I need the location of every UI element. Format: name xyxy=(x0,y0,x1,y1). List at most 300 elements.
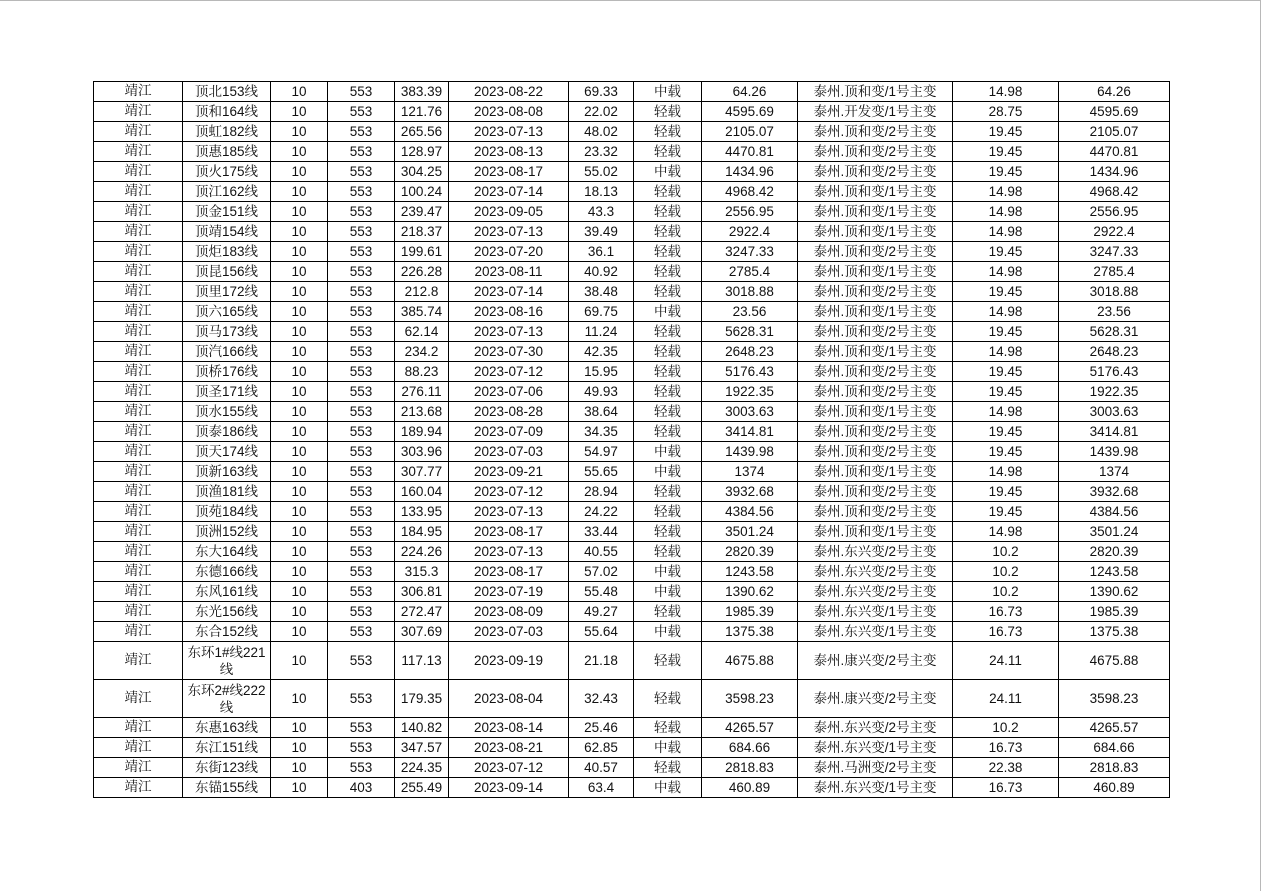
cell-county: 靖江 xyxy=(94,102,183,122)
cell-load-status: 轻载 xyxy=(634,602,702,622)
cell-county: 靖江 xyxy=(94,202,183,222)
cell-transformer-load: 10.2 xyxy=(953,542,1059,562)
cell-rated-current: 553 xyxy=(328,602,395,622)
cell-date: 2023-08-14 xyxy=(449,718,569,738)
cell-line: 东大164线 xyxy=(183,542,271,562)
cell-line: 顶金151线 xyxy=(183,202,271,222)
cell-load-rate: 15.95 xyxy=(569,362,634,382)
cell-substation: 泰州.顶和变/2号主变 xyxy=(798,362,953,382)
cell-margin: 23.56 xyxy=(702,302,798,322)
table-row xyxy=(94,442,1170,462)
table-row xyxy=(94,302,1170,322)
cell-transformer-load: 16.73 xyxy=(953,622,1059,642)
cell-load-rate: 22.02 xyxy=(569,102,634,122)
cell-line: 东惠163线 xyxy=(183,718,271,738)
cell-current: 315.3 xyxy=(395,562,449,582)
cell-rated-current: 553 xyxy=(328,242,395,262)
cell-margin: 684.66 xyxy=(702,738,798,758)
cell-substation: 泰州.开发变/1号主变 xyxy=(798,102,953,122)
cell-rated-current: 553 xyxy=(328,680,395,718)
cell-available-capacity: 3247.33 xyxy=(1059,242,1170,262)
table-row xyxy=(94,738,1170,758)
cell-margin: 2785.4 xyxy=(702,262,798,282)
cell-line: 东锚155线 xyxy=(183,778,271,798)
cell-load-status: 中载 xyxy=(634,162,702,182)
cell-available-capacity: 3501.24 xyxy=(1059,522,1170,542)
cell-date: 2023-09-14 xyxy=(449,778,569,798)
cell-current: 272.47 xyxy=(395,602,449,622)
cell-margin: 2105.07 xyxy=(702,122,798,142)
cell-line: 东环1#线221线 xyxy=(183,642,271,680)
cell-date: 2023-07-14 xyxy=(449,182,569,202)
cell-load-status: 轻载 xyxy=(634,262,702,282)
cell-available-capacity: 2922.4 xyxy=(1059,222,1170,242)
cell-county: 靖江 xyxy=(94,142,183,162)
cell-county: 靖江 xyxy=(94,242,183,262)
cell-load-status: 中载 xyxy=(634,622,702,642)
cell-available-capacity: 5176.43 xyxy=(1059,362,1170,382)
table-row xyxy=(94,142,1170,162)
cell-load-rate: 49.27 xyxy=(569,602,634,622)
cell-line: 东合152线 xyxy=(183,622,271,642)
cell-voltage: 10 xyxy=(271,242,328,262)
cell-transformer-load: 24.11 xyxy=(953,642,1059,680)
cell-substation: 泰州.顶和变/2号主变 xyxy=(798,502,953,522)
cell-date: 2023-07-13 xyxy=(449,542,569,562)
table-row xyxy=(94,718,1170,738)
table-row xyxy=(94,322,1170,342)
table-body xyxy=(94,82,1170,798)
cell-date: 2023-08-04 xyxy=(449,680,569,718)
cell-voltage: 10 xyxy=(271,542,328,562)
cell-available-capacity: 684.66 xyxy=(1059,738,1170,758)
table-row xyxy=(94,562,1170,582)
cell-county: 靖江 xyxy=(94,582,183,602)
cell-date: 2023-07-09 xyxy=(449,422,569,442)
cell-margin: 3414.81 xyxy=(702,422,798,442)
cell-date: 2023-07-12 xyxy=(449,482,569,502)
cell-rated-current: 553 xyxy=(328,738,395,758)
cell-rated-current: 553 xyxy=(328,282,395,302)
cell-line: 顶江162线 xyxy=(183,182,271,202)
table-row xyxy=(94,342,1170,362)
cell-substation: 泰州.顶和变/2号主变 xyxy=(798,442,953,462)
cell-substation: 泰州.康兴变/2号主变 xyxy=(798,680,953,718)
cell-rated-current: 553 xyxy=(328,562,395,582)
cell-transformer-load: 22.38 xyxy=(953,758,1059,778)
cell-margin: 1439.98 xyxy=(702,442,798,462)
cell-line: 顶北153线 xyxy=(183,82,271,102)
cell-transformer-load: 14.98 xyxy=(953,342,1059,362)
cell-load-rate: 40.55 xyxy=(569,542,634,562)
cell-current: 117.13 xyxy=(395,642,449,680)
cell-current: 226.28 xyxy=(395,262,449,282)
cell-voltage: 10 xyxy=(271,482,328,502)
cell-transformer-load: 19.45 xyxy=(953,442,1059,462)
cell-line: 东光156线 xyxy=(183,602,271,622)
cell-line: 顶马173线 xyxy=(183,322,271,342)
cell-available-capacity: 1374 xyxy=(1059,462,1170,482)
cell-margin: 3598.23 xyxy=(702,680,798,718)
cell-available-capacity: 4265.57 xyxy=(1059,718,1170,738)
cell-margin: 3018.88 xyxy=(702,282,798,302)
cell-current: 199.61 xyxy=(395,242,449,262)
cell-load-status: 中载 xyxy=(634,738,702,758)
cell-line: 顶炬183线 xyxy=(183,242,271,262)
cell-current: 140.82 xyxy=(395,718,449,738)
cell-line: 顶靖154线 xyxy=(183,222,271,242)
cell-rated-current: 553 xyxy=(328,442,395,462)
cell-current: 100.24 xyxy=(395,182,449,202)
cell-voltage: 10 xyxy=(271,778,328,798)
cell-transformer-load: 19.45 xyxy=(953,122,1059,142)
cell-transformer-load: 14.98 xyxy=(953,262,1059,282)
cell-voltage: 10 xyxy=(271,582,328,602)
cell-current: 303.96 xyxy=(395,442,449,462)
cell-rated-current: 553 xyxy=(328,422,395,442)
cell-county: 靖江 xyxy=(94,282,183,302)
cell-line: 顶虹182线 xyxy=(183,122,271,142)
cell-line: 东风161线 xyxy=(183,582,271,602)
cell-load-rate: 55.02 xyxy=(569,162,634,182)
cell-margin: 1374 xyxy=(702,462,798,482)
cell-rated-current: 553 xyxy=(328,482,395,502)
cell-available-capacity: 5628.31 xyxy=(1059,322,1170,342)
cell-substation: 泰州.顶和变/1号主变 xyxy=(798,522,953,542)
table-row xyxy=(94,242,1170,262)
cell-current: 276.11 xyxy=(395,382,449,402)
cell-available-capacity: 460.89 xyxy=(1059,778,1170,798)
cell-date: 2023-07-13 xyxy=(449,222,569,242)
cell-county: 靖江 xyxy=(94,680,183,718)
cell-substation: 泰州.顶和变/1号主变 xyxy=(798,402,953,422)
cell-voltage: 10 xyxy=(271,302,328,322)
cell-available-capacity: 2820.39 xyxy=(1059,542,1170,562)
cell-load-rate: 55.64 xyxy=(569,622,634,642)
cell-date: 2023-07-13 xyxy=(449,502,569,522)
table-row xyxy=(94,282,1170,302)
cell-rated-current: 553 xyxy=(328,222,395,242)
cell-available-capacity: 3003.63 xyxy=(1059,402,1170,422)
cell-current: 218.37 xyxy=(395,222,449,242)
cell-load-status: 中载 xyxy=(634,562,702,582)
cell-margin: 3247.33 xyxy=(702,242,798,262)
cell-voltage: 10 xyxy=(271,718,328,738)
cell-substation: 泰州.东兴变/2号主变 xyxy=(798,718,953,738)
cell-transformer-load: 19.45 xyxy=(953,362,1059,382)
cell-current: 307.69 xyxy=(395,622,449,642)
cell-load-status: 轻载 xyxy=(634,522,702,542)
cell-county: 靖江 xyxy=(94,222,183,242)
cell-county: 靖江 xyxy=(94,162,183,182)
cell-load-status: 轻载 xyxy=(634,642,702,680)
cell-current: 189.94 xyxy=(395,422,449,442)
cell-county: 靖江 xyxy=(94,402,183,422)
cell-transformer-load: 19.45 xyxy=(953,242,1059,262)
cell-date: 2023-07-03 xyxy=(449,622,569,642)
cell-substation: 泰州.顶和变/1号主变 xyxy=(798,82,953,102)
table-row xyxy=(94,482,1170,502)
cell-current: 255.49 xyxy=(395,778,449,798)
cell-rated-current: 553 xyxy=(328,362,395,382)
cell-county: 靖江 xyxy=(94,642,183,680)
cell-load-status: 轻载 xyxy=(634,718,702,738)
cell-substation: 泰州.顶和变/2号主变 xyxy=(798,162,953,182)
cell-load-rate: 54.97 xyxy=(569,442,634,462)
cell-current: 347.57 xyxy=(395,738,449,758)
cell-load-rate: 38.64 xyxy=(569,402,634,422)
cell-date: 2023-09-19 xyxy=(449,642,569,680)
cell-load-status: 轻载 xyxy=(634,322,702,342)
cell-line: 顶渔181线 xyxy=(183,482,271,502)
cell-transformer-load: 10.2 xyxy=(953,562,1059,582)
cell-county: 靖江 xyxy=(94,302,183,322)
cell-rated-current: 553 xyxy=(328,402,395,422)
table-row xyxy=(94,202,1170,222)
cell-county: 靖江 xyxy=(94,718,183,738)
cell-date: 2023-07-14 xyxy=(449,282,569,302)
cell-load-rate: 24.22 xyxy=(569,502,634,522)
cell-transformer-load: 14.98 xyxy=(953,82,1059,102)
cell-margin: 2922.4 xyxy=(702,222,798,242)
cell-rated-current: 553 xyxy=(328,622,395,642)
cell-rated-current: 553 xyxy=(328,642,395,680)
cell-substation: 泰州.东兴变/2号主变 xyxy=(798,562,953,582)
cell-load-status: 轻载 xyxy=(634,202,702,222)
cell-transformer-load: 19.45 xyxy=(953,382,1059,402)
cell-substation: 泰州.顶和变/2号主变 xyxy=(798,242,953,262)
cell-load-status: 轻载 xyxy=(634,222,702,242)
table-row xyxy=(94,522,1170,542)
cell-line: 顶里172线 xyxy=(183,282,271,302)
cell-current: 184.95 xyxy=(395,522,449,542)
cell-line: 东江151线 xyxy=(183,738,271,758)
cell-county: 靖江 xyxy=(94,342,183,362)
cell-transformer-load: 19.45 xyxy=(953,482,1059,502)
cell-county: 靖江 xyxy=(94,502,183,522)
cell-voltage: 10 xyxy=(271,222,328,242)
cell-date: 2023-08-22 xyxy=(449,82,569,102)
cell-current: 224.26 xyxy=(395,542,449,562)
cell-current: 160.04 xyxy=(395,482,449,502)
cell-rated-current: 553 xyxy=(328,522,395,542)
cell-rated-current: 553 xyxy=(328,202,395,222)
cell-date: 2023-08-21 xyxy=(449,738,569,758)
cell-date: 2023-09-05 xyxy=(449,202,569,222)
cell-date: 2023-08-17 xyxy=(449,522,569,542)
cell-date: 2023-08-13 xyxy=(449,142,569,162)
cell-county: 靖江 xyxy=(94,758,183,778)
cell-load-status: 中载 xyxy=(634,462,702,482)
cell-available-capacity: 3414.81 xyxy=(1059,422,1170,442)
cell-voltage: 10 xyxy=(271,182,328,202)
cell-date: 2023-08-16 xyxy=(449,302,569,322)
cell-line: 东环2#线222线 xyxy=(183,680,271,718)
table-row xyxy=(94,778,1170,798)
cell-margin: 1243.58 xyxy=(702,562,798,582)
cell-current: 179.35 xyxy=(395,680,449,718)
table-row xyxy=(94,602,1170,622)
cell-current: 224.35 xyxy=(395,758,449,778)
cell-transformer-load: 19.45 xyxy=(953,502,1059,522)
cell-line: 顶洲152线 xyxy=(183,522,271,542)
cell-voltage: 10 xyxy=(271,82,328,102)
cell-line: 顶六165线 xyxy=(183,302,271,322)
cell-substation: 泰州.东兴变/2号主变 xyxy=(798,542,953,562)
cell-available-capacity: 4675.88 xyxy=(1059,642,1170,680)
cell-substation: 泰州.康兴变/2号主变 xyxy=(798,642,953,680)
cell-margin: 5628.31 xyxy=(702,322,798,342)
cell-county: 靖江 xyxy=(94,262,183,282)
cell-line: 顶汽166线 xyxy=(183,342,271,362)
cell-available-capacity: 1390.62 xyxy=(1059,582,1170,602)
cell-substation: 泰州.顶和变/2号主变 xyxy=(798,422,953,442)
cell-date: 2023-08-11 xyxy=(449,262,569,282)
cell-substation: 泰州.顶和变/2号主变 xyxy=(798,482,953,502)
cell-load-status: 中载 xyxy=(634,82,702,102)
cell-available-capacity: 3932.68 xyxy=(1059,482,1170,502)
table-row xyxy=(94,622,1170,642)
cell-load-rate: 40.92 xyxy=(569,262,634,282)
cell-current: 88.23 xyxy=(395,362,449,382)
cell-load-rate: 28.94 xyxy=(569,482,634,502)
cell-rated-current: 553 xyxy=(328,542,395,562)
cell-line: 顶和164线 xyxy=(183,102,271,122)
cell-load-status: 轻载 xyxy=(634,680,702,718)
cell-substation: 泰州.东兴变/1号主变 xyxy=(798,622,953,642)
cell-date: 2023-08-08 xyxy=(449,102,569,122)
cell-line: 顶圣171线 xyxy=(183,382,271,402)
cell-county: 靖江 xyxy=(94,182,183,202)
cell-load-status: 轻载 xyxy=(634,542,702,562)
cell-load-rate: 69.75 xyxy=(569,302,634,322)
cell-substation: 泰州.顶和变/2号主变 xyxy=(798,322,953,342)
cell-current: 212.8 xyxy=(395,282,449,302)
cell-load-rate: 69.33 xyxy=(569,82,634,102)
cell-rated-current: 553 xyxy=(328,582,395,602)
cell-substation: 泰州.东兴变/1号主变 xyxy=(798,738,953,758)
cell-rated-current: 553 xyxy=(328,142,395,162)
cell-available-capacity: 4968.42 xyxy=(1059,182,1170,202)
cell-available-capacity: 3018.88 xyxy=(1059,282,1170,302)
cell-rated-current: 553 xyxy=(328,162,395,182)
cell-voltage: 10 xyxy=(271,442,328,462)
cell-date: 2023-08-17 xyxy=(449,562,569,582)
cell-substation: 泰州.顶和变/1号主变 xyxy=(798,302,953,322)
cell-load-status: 轻载 xyxy=(634,242,702,262)
cell-load-status: 轻载 xyxy=(634,402,702,422)
table-row xyxy=(94,758,1170,778)
table-row xyxy=(94,222,1170,242)
cell-date: 2023-08-09 xyxy=(449,602,569,622)
cell-line: 顶水155线 xyxy=(183,402,271,422)
cell-load-status: 中载 xyxy=(634,302,702,322)
table-row xyxy=(94,462,1170,482)
cell-voltage: 10 xyxy=(271,362,328,382)
cell-transformer-load: 10.2 xyxy=(953,718,1059,738)
cell-substation: 泰州.顶和变/1号主变 xyxy=(798,342,953,362)
cell-available-capacity: 1922.35 xyxy=(1059,382,1170,402)
cell-load-rate: 48.02 xyxy=(569,122,634,142)
cell-rated-current: 553 xyxy=(328,342,395,362)
cell-date: 2023-07-19 xyxy=(449,582,569,602)
cell-margin: 1985.39 xyxy=(702,602,798,622)
cell-margin: 3003.63 xyxy=(702,402,798,422)
cell-voltage: 10 xyxy=(271,282,328,302)
cell-voltage: 10 xyxy=(271,522,328,542)
cell-voltage: 10 xyxy=(271,422,328,442)
cell-available-capacity: 2556.95 xyxy=(1059,202,1170,222)
cell-voltage: 10 xyxy=(271,382,328,402)
line-load-table xyxy=(93,81,1170,798)
cell-available-capacity: 4595.69 xyxy=(1059,102,1170,122)
cell-current: 128.97 xyxy=(395,142,449,162)
cell-available-capacity: 2785.4 xyxy=(1059,262,1170,282)
cell-margin: 2820.39 xyxy=(702,542,798,562)
cell-county: 靖江 xyxy=(94,422,183,442)
cell-substation: 泰州.东兴变/1号主变 xyxy=(798,602,953,622)
cell-county: 靖江 xyxy=(94,482,183,502)
cell-transformer-load: 14.98 xyxy=(953,202,1059,222)
cell-current: 265.56 xyxy=(395,122,449,142)
cell-transformer-load: 19.45 xyxy=(953,282,1059,302)
cell-transformer-load: 28.75 xyxy=(953,102,1059,122)
cell-current: 383.39 xyxy=(395,82,449,102)
cell-transformer-load: 19.45 xyxy=(953,162,1059,182)
cell-voltage: 10 xyxy=(271,758,328,778)
cell-current: 234.2 xyxy=(395,342,449,362)
cell-load-status: 轻载 xyxy=(634,182,702,202)
cell-date: 2023-07-30 xyxy=(449,342,569,362)
cell-margin: 4595.69 xyxy=(702,102,798,122)
cell-county: 靖江 xyxy=(94,382,183,402)
cell-current: 307.77 xyxy=(395,462,449,482)
cell-voltage: 10 xyxy=(271,202,328,222)
cell-voltage: 10 xyxy=(271,402,328,422)
cell-line: 顶昆156线 xyxy=(183,262,271,282)
cell-load-rate: 11.24 xyxy=(569,322,634,342)
cell-rated-current: 553 xyxy=(328,302,395,322)
cell-voltage: 10 xyxy=(271,680,328,718)
cell-margin: 3501.24 xyxy=(702,522,798,542)
cell-load-rate: 33.44 xyxy=(569,522,634,542)
cell-line: 顶天174线 xyxy=(183,442,271,462)
cell-available-capacity: 1243.58 xyxy=(1059,562,1170,582)
cell-current: 133.95 xyxy=(395,502,449,522)
cell-margin: 2648.23 xyxy=(702,342,798,362)
cell-transformer-load: 24.11 xyxy=(953,680,1059,718)
cell-load-status: 轻载 xyxy=(634,422,702,442)
cell-transformer-load: 16.73 xyxy=(953,778,1059,798)
cell-margin: 2818.83 xyxy=(702,758,798,778)
cell-load-status: 中载 xyxy=(634,442,702,462)
cell-transformer-load: 19.45 xyxy=(953,422,1059,442)
cell-current: 62.14 xyxy=(395,322,449,342)
cell-date: 2023-07-03 xyxy=(449,442,569,462)
cell-available-capacity: 2648.23 xyxy=(1059,342,1170,362)
cell-substation: 泰州.顶和变/2号主变 xyxy=(798,122,953,142)
cell-load-rate: 62.85 xyxy=(569,738,634,758)
cell-line: 顶苑184线 xyxy=(183,502,271,522)
cell-transformer-load: 14.98 xyxy=(953,402,1059,422)
cell-substation: 泰州.顶和变/2号主变 xyxy=(798,382,953,402)
table-row xyxy=(94,162,1170,182)
cell-load-rate: 34.35 xyxy=(569,422,634,442)
cell-available-capacity: 4470.81 xyxy=(1059,142,1170,162)
cell-transformer-load: 14.98 xyxy=(953,222,1059,242)
cell-date: 2023-08-28 xyxy=(449,402,569,422)
cell-load-status: 轻载 xyxy=(634,362,702,382)
